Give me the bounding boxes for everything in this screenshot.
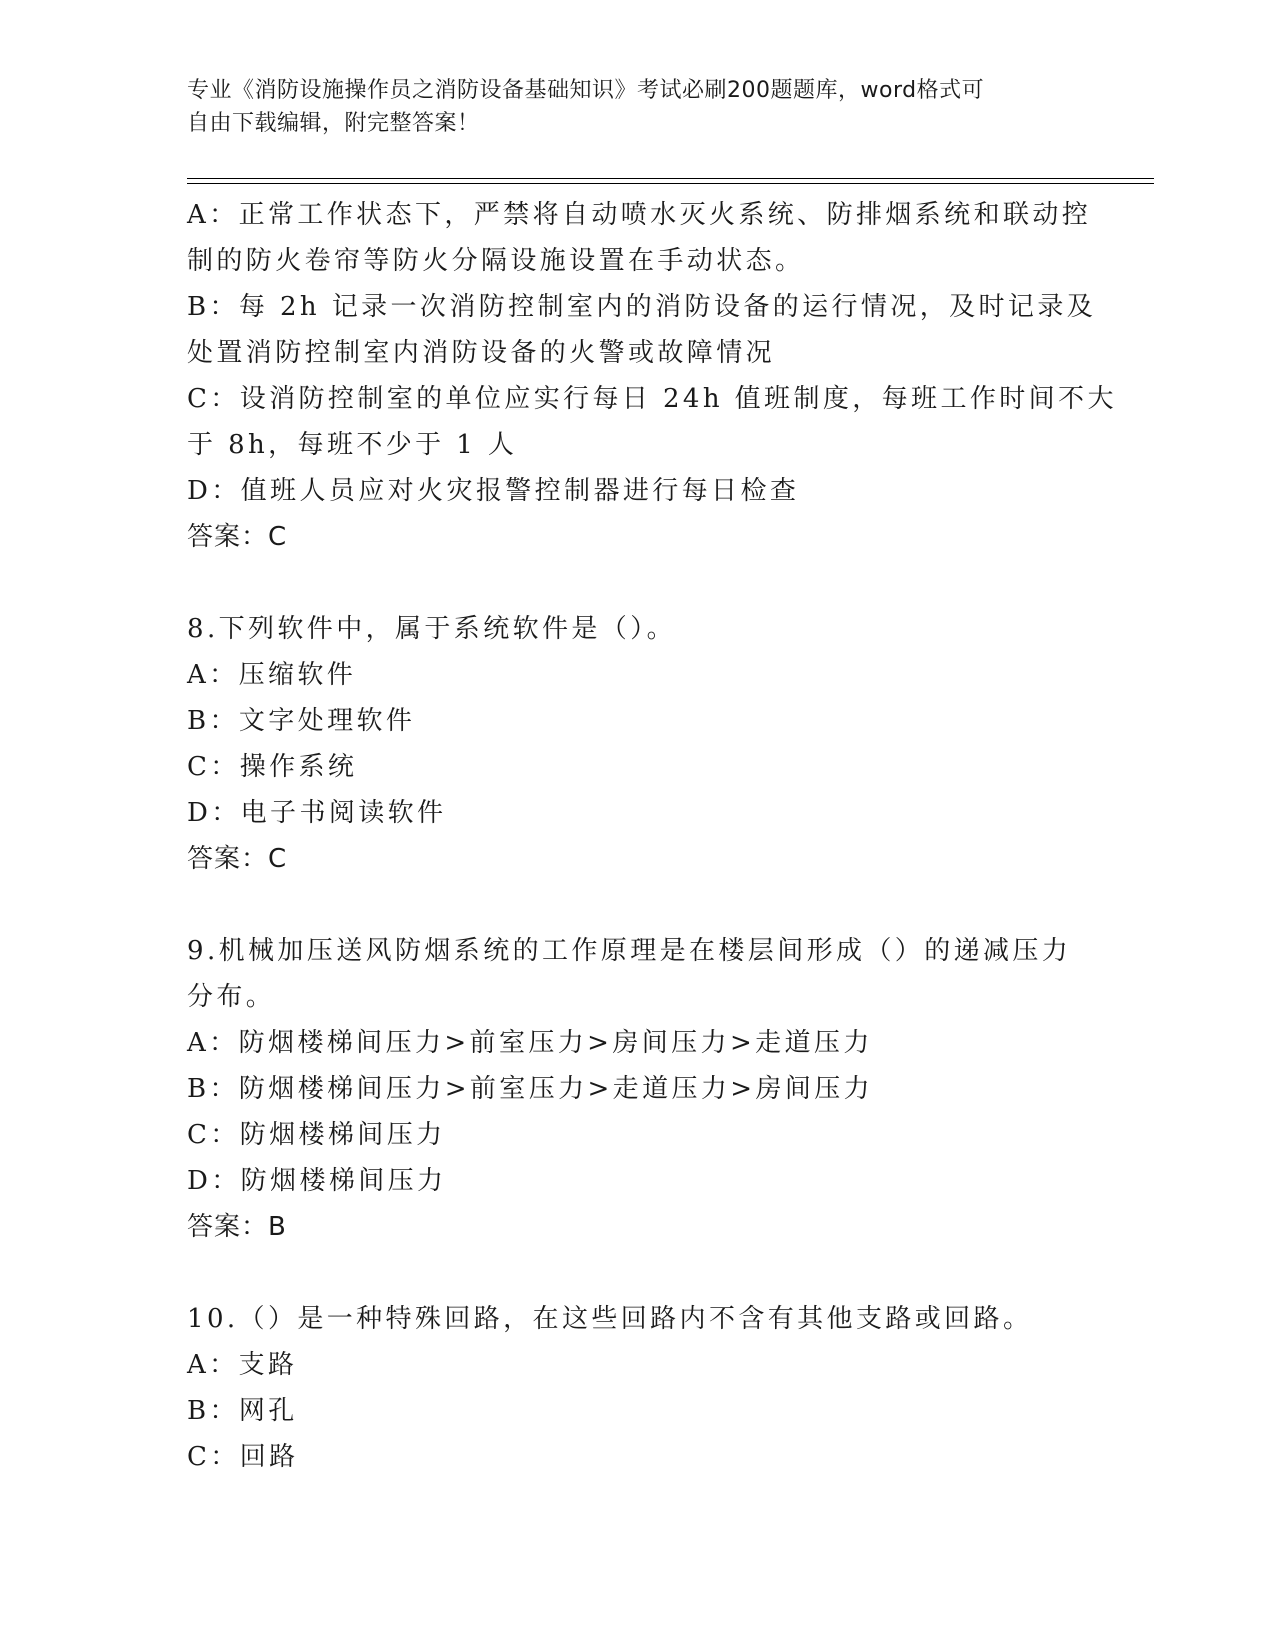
question-7 — [187, 192, 1117, 560]
document-header — [187, 74, 1067, 140]
q10-question: 10.（）是一种特殊回路，在这些回路内不含有其他支路或回路。 — [187, 1304, 1033, 1334]
q10-option-c: C：回路 — [187, 1442, 299, 1472]
q7-option-b-line-2: 处置消防控制室内消防设备的火警或故障情况 — [187, 338, 776, 368]
question-9 — [187, 928, 1087, 1250]
question-list — [187, 192, 1117, 1480]
q9-question-line-1: 9.机械加压送风防烟系统的工作原理是在楼层间形成（）的递减压力 — [187, 936, 1072, 966]
spacer — [187, 1250, 1087, 1296]
header-divider-top — [187, 178, 1154, 179]
q9-option-b: B：防烟楼梯间压力>前室压力>走道压力>房间压力 — [187, 1074, 874, 1104]
q7-option-c-line-2: 于 8h，每班不少于 1 人 — [187, 430, 518, 460]
q8-option-b: B：文字处理软件 — [187, 706, 416, 736]
q7-answer: 答案：C — [187, 522, 288, 552]
spacer — [187, 882, 1087, 928]
q8-option-c: C：操作系统 — [187, 752, 358, 782]
question-8 — [187, 606, 1087, 882]
q9-question-line-2: 分布。 — [187, 982, 276, 1012]
q7-option-a-line-2: 制的防火卷帘等防火分隔设施设置在手动状态。 — [187, 246, 805, 276]
q9-option-a: A：防烟楼梯间压力>前室压力>房间压力>走道压力 — [187, 1028, 873, 1058]
q7-option-c-line-1: C：设消防控制室的单位应实行每日 24h 值班制度，每班工作时间不大 — [187, 384, 1117, 414]
q8-answer: 答案：C — [187, 844, 288, 874]
q10-option-a: A：支路 — [187, 1350, 298, 1380]
q8-option-d: D：电子书阅读软件 — [187, 798, 447, 828]
header-line-1: 专业《消防设施操作员之消防设备基础知识》考试必刷200题题库，word格式可 — [187, 78, 985, 103]
q8-option-a: A：压缩软件 — [187, 660, 357, 690]
q7-option-b-line-1: B：每 2h 记录一次消防控制室内的消防设备的运行情况，及时记录及 — [187, 292, 1097, 322]
header-line-2: 自由下载编辑，附完整答案！ — [187, 111, 480, 136]
q7-option-a-line-1: A：正常工作状态下，严禁将自动喷水灭火系统、防排烟系统和联动控 — [187, 200, 1092, 230]
q7-option-d: D：值班人员应对火灾报警控制器进行每日检查 — [187, 476, 800, 506]
q9-answer: 答案：B — [187, 1212, 287, 1242]
question-10 — [187, 1296, 1087, 1480]
q8-question: 8.下列软件中，属于系统软件是（）。 — [187, 614, 677, 644]
q9-option-d: D：防烟楼梯间压力 — [187, 1166, 447, 1196]
q9-option-c: C：防烟楼梯间压力 — [187, 1120, 446, 1150]
spacer — [187, 560, 1087, 606]
q10-option-b: B：网孔 — [187, 1396, 298, 1426]
header-divider-bottom — [187, 183, 1154, 184]
